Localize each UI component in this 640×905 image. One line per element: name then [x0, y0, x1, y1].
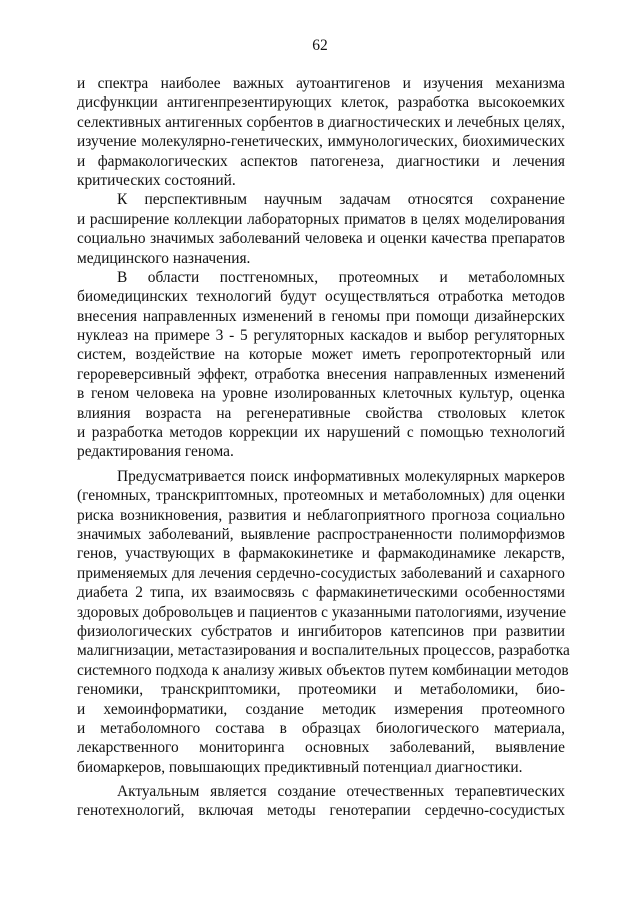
text-line: применяемых для лечения сердечно-сосудистых заболеваний и сахарного	[77, 564, 565, 582]
text-line: значимых заболеваний, выявление распространенности полиморфизмов	[77, 525, 565, 543]
paragraph	[77, 467, 570, 777]
text-line: социально значимых заболеваний человека и оценки качества препаратов	[77, 230, 565, 248]
text-line: генов, участвующих в фармакокинетике и фармакодинамике лекарств,	[77, 545, 565, 563]
text-line: диабета 2 типа, их взаимосвязь с фармакинетическими особенностями	[77, 584, 565, 602]
text-line: критических состояний.	[77, 171, 236, 189]
text-line: (геномных, транскриптомных, протеомных и метаболомных) для оценки	[77, 487, 565, 505]
text-line: влияния возраста на регенеративные свойства стволовых клеток	[77, 404, 565, 422]
paragraph	[77, 268, 565, 462]
text-line: и фармакологических аспектов патогенеза, диагностики и лечения	[77, 152, 565, 170]
text-line: и расширение коллекции лабораторных приматов в целях моделирования	[77, 210, 565, 228]
text-line: и метаболомного состава в образцах биологического материала,	[77, 719, 565, 737]
document-body	[77, 74, 570, 821]
text-line: системного подхода к анализу живых объектов путем комбинации методов	[77, 661, 569, 679]
text-line: изучение молекулярно-генетических, иммунологических, биохимических	[77, 133, 565, 151]
text-line: К перспективным научным задачам относятся сохранение	[117, 191, 565, 209]
text-line: лекарственного мониторинга основных заболеваний, выявление	[77, 739, 565, 757]
text-line: В области постгеномных, протеомных и метаболомных	[117, 268, 565, 286]
text-line: биомаркеров, повышающих предиктивный потенциал диагностики.	[77, 758, 523, 776]
text-line: Предусматривается поиск информативных молекулярных маркеров	[117, 467, 565, 485]
text-line: физиологических субстратов и ингибиторов катепсинов при развитии	[77, 622, 565, 640]
text-line: малигнизации, метастазирования и воспалительных процессов, разработка	[77, 642, 570, 660]
text-line: риска возникновения, развития и неблагоприятного прогноза социально	[77, 506, 565, 524]
paragraph	[77, 782, 565, 821]
text-line: здоровых добровольцев и пациентов с указанными патологиями, изучение	[77, 603, 567, 621]
text-line: медицинского назначения.	[77, 249, 251, 267]
text-line: биомедицинских технологий будут осуществляться отработка методов	[77, 288, 565, 306]
text-line: внесения направленных изменений в геномы при помощи дизайнерских	[77, 307, 565, 325]
text-line: систем, воздействие на которые может иметь геропротекторный или	[77, 346, 565, 364]
text-line: генотехнологий, включая методы генотерапии сердечно-сосудистых	[77, 802, 565, 820]
text-line: геномики, транскриптомики, протеомики и метаболомики, био-	[77, 681, 565, 699]
text-line: селективных антигенных сорбентов в диагностических и лечебных целях,	[77, 113, 565, 131]
text-line: и хемоинформатики, создание методик измерения протеомного	[77, 700, 565, 718]
text-line: в геном человека на уровне изолированных клеточных культур, оценка	[77, 385, 565, 403]
text-line: и спектра наиболее важных аутоантигенов и изучения механизма	[77, 75, 565, 92]
paragraph	[77, 190, 565, 268]
text-line: дисфункции антигенпрезентирующих клеток, разработка высокоемких	[77, 94, 565, 112]
text-line: нуклеаз на примере 3 - 5 регуляторных каскадов и выбор регуляторных	[77, 327, 565, 345]
text-line: Актуальным является создание отечественных терапевтических	[117, 783, 565, 801]
paragraph	[77, 74, 565, 190]
text-line: и разработка методов коррекции их нарушений с помощью технологий	[77, 424, 565, 442]
text-line: редактирования генома.	[77, 443, 234, 461]
text-line: герореверсивный эффект, отработка внесения направленных изменений	[77, 365, 565, 383]
page-number: 62	[312, 37, 328, 54]
